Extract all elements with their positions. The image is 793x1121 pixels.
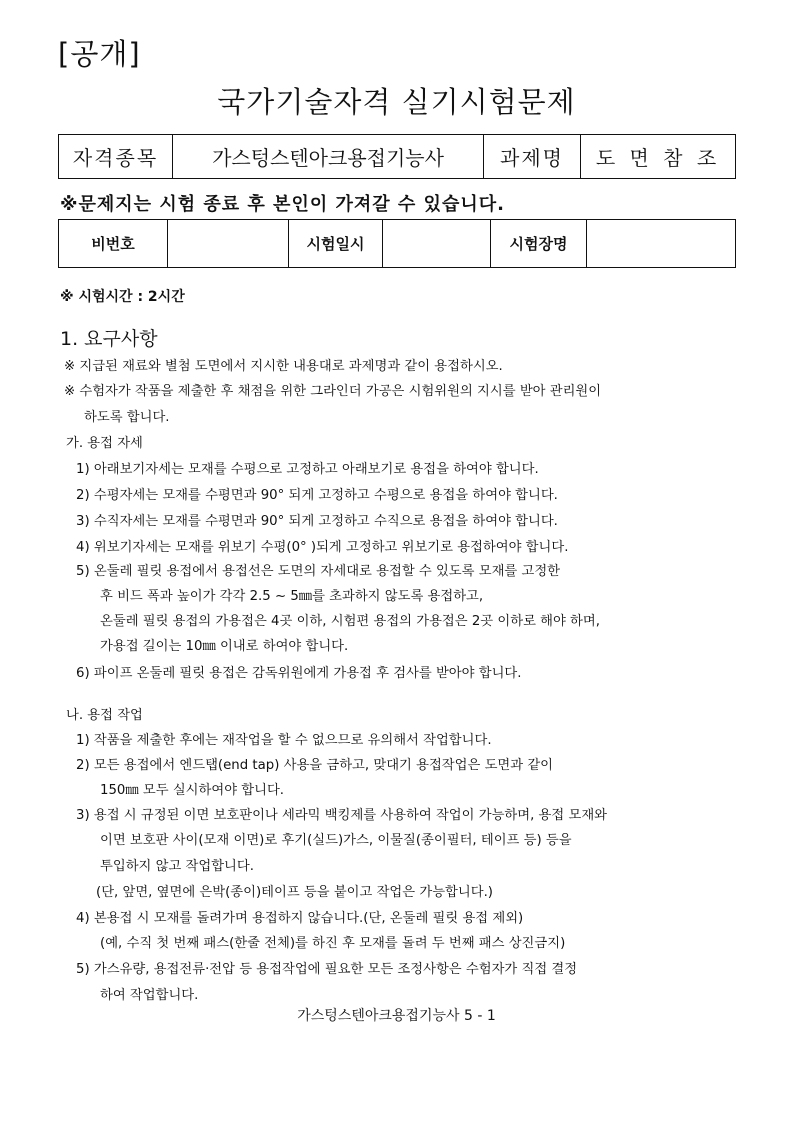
task-label: 과제명: [484, 135, 581, 179]
requirement-line: ※ 수험자가 작품을 제출한 후 채점을 위한 그라인더 가공은 시험위원의 지시를 받아 관리원이: [64, 384, 602, 399]
requirement-line: 1) 아래보기자세는 모재를 수평으로 고정하고 아래보기로 용접을 하여야 합니다.: [76, 462, 539, 477]
document-title: 국가기술자격 실기시험문제: [217, 85, 576, 119]
requirement-line: 하여 작업합니다.: [100, 988, 199, 1003]
requirement-line: 2) 모든 용접에서 엔드탭(end tap) 사용을 금하고, 맞대기 용접작업은 도면과 같이: [76, 758, 554, 773]
page-footer: 가스텅스텐아크용접기능사 5 - 1: [297, 1008, 496, 1024]
requirement-line: 하도록 합니다.: [84, 410, 170, 425]
requirement-line: 4) 본용접 시 모재를 돌려가며 용접하지 않습니다.(단, 온둘레 필릿 용접 제외): [76, 911, 524, 926]
requirement-line: 6) 파이프 온둘레 필릿 용접은 감독위원에게 가용접 후 검사를 받아야 합니다.: [76, 666, 522, 681]
qualification-value: 가스텅스텐아크용접기능사: [173, 135, 484, 179]
notice-text: ※문제지는 시험 종료 후 본인이 가져갈 수 있습니다.: [60, 194, 505, 215]
exam-date-label: 시험일시: [289, 220, 383, 268]
exam-date-field: [383, 220, 491, 268]
candidate-info-table: [58, 219, 736, 268]
requirement-line: (예, 수직 첫 번째 패스(한줄 전체)를 하진 후 모재를 돌려 두 번째 패스 상진금지): [100, 936, 566, 951]
requirement-line: 가용접 길이는 10㎜ 이내로 하여야 합니다.: [100, 639, 349, 654]
candidate-number-field: [168, 220, 289, 268]
requirement-line: (단, 앞면, 옆면에 은박(종이)테이프 등을 붙이고 작업은 가능합니다.): [96, 885, 493, 900]
exam-site-label: 시험장명: [491, 220, 587, 268]
requirement-line: 2) 수평자세는 모재를 수평면과 90° 되게 고정하고 수평으로 용접을 하여야 합니다.: [76, 488, 558, 503]
subsection-heading: 나. 용접 작업: [66, 708, 143, 723]
requirement-line: 1) 작품을 제출한 후에는 재작업을 할 수 없으므로 유의해서 작업합니다.: [76, 733, 492, 748]
requirement-line: 150㎜ 모두 실시하여야 합니다.: [100, 783, 285, 798]
requirement-line: 이면 보호판 사이(모재 이면)로 후기(실드)가스, 이물질(종이필터, 테이프 등) 등을: [100, 833, 572, 848]
exam-site-field: [587, 220, 736, 268]
requirement-line: 3) 용접 시 규정된 이면 보호판이나 세라믹 백킹제를 사용하여 작업이 가능하며, 용접 모재와: [76, 808, 608, 823]
qualification-label: 자격종목: [59, 135, 173, 179]
qualification-info-table: [58, 134, 736, 179]
requirement-line: 3) 수직자세는 모재를 수평면과 90° 되게 고정하고 수직으로 용접을 하여야 합니다.: [76, 514, 558, 529]
requirement-line: 투입하지 않고 작업합니다.: [100, 859, 254, 874]
requirement-line: 후 비드 폭과 높이가 각각 2.5 ~ 5㎜를 초과하지 않도록 용접하고,: [100, 589, 484, 604]
exam-duration: ※ 시험시간 : 2시간: [60, 289, 185, 305]
subsection-heading: 가. 용접 자세: [66, 436, 143, 451]
section-heading: 1. 요구사항: [60, 328, 158, 350]
candidate-number-label: 비번호: [59, 220, 168, 268]
requirement-line: 5) 가스유량, 용접전류·전압 등 용접작업에 필요한 모든 조정사항은 수험자가 직접 결정: [76, 962, 578, 977]
requirement-line: 온둘레 필릿 용접의 가용접은 4곳 이하, 시험편 용접의 가용접은 2곳 이하로 해야 하며,: [100, 614, 600, 629]
requirement-line: 5) 온둘레 필릿 용접에서 용접선은 도면의 자세대로 용접할 수 있도록 모재를 고정한: [76, 564, 561, 579]
requirement-line: ※ 지급된 재료와 별첨 도면에서 지시한 내용대로 과제명과 같이 용접하시오.: [64, 359, 503, 374]
document-tag: [공개]: [58, 37, 141, 71]
requirement-line: 4) 위보기자세는 모재를 위보기 수평(0° )되게 고정하고 위보기로 용접하여야 합니다.: [76, 540, 569, 555]
task-value: 도 면 참 조: [581, 135, 736, 179]
